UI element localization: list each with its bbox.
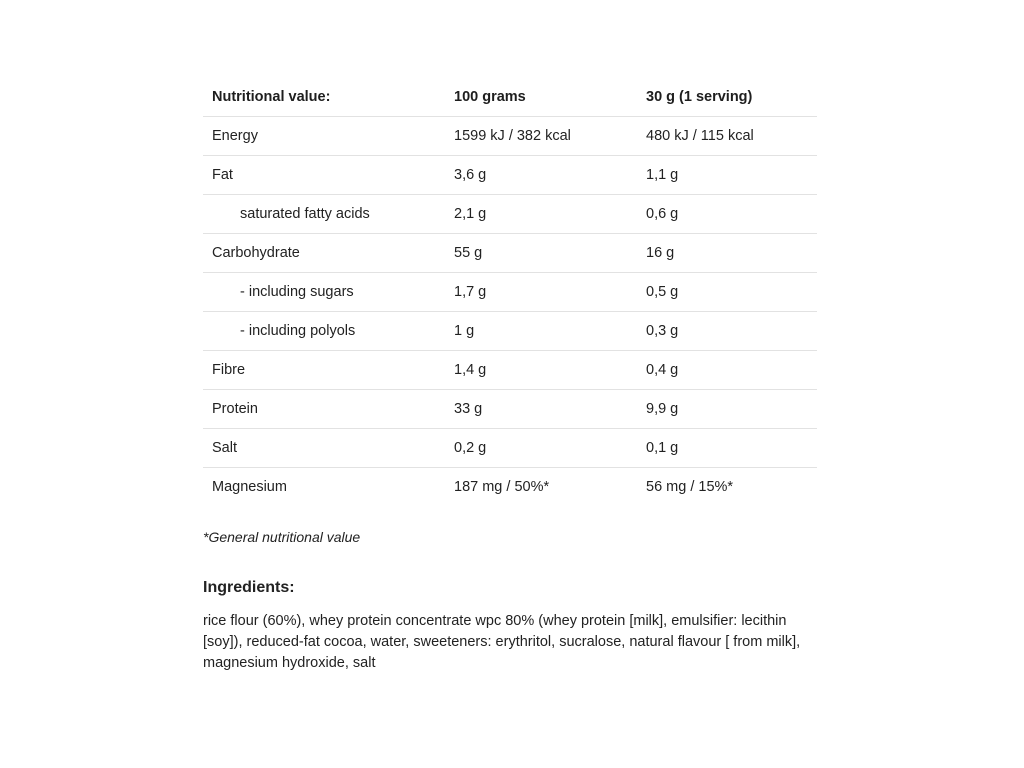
row-label: Carbohydrate: [203, 234, 445, 273]
table-row: [203, 351, 817, 390]
row-per-serving: 56 mg / 15%*: [646, 479, 734, 495]
row-per100: 1,4 g: [445, 351, 637, 390]
nutrition-table: [203, 78, 817, 506]
row-label: Fat: [203, 156, 445, 195]
row-label: Fibre: [203, 351, 445, 390]
row-per100: 187 mg / 50%*: [454, 479, 550, 495]
row-per-serving: 1,1 g: [637, 156, 817, 195]
row-per-serving: 16 g: [637, 234, 817, 273]
table-header-row: [203, 78, 817, 117]
table-row: [203, 429, 817, 468]
table-row: [203, 117, 817, 156]
row-per-serving: 9,9 g: [637, 390, 817, 429]
header-serving: 30 g (1 serving): [637, 78, 817, 117]
table-row: [203, 273, 817, 312]
header-nutritional-value: Nutritional value:: [203, 78, 445, 117]
row-label: Energy: [203, 117, 445, 156]
row-label: Protein: [203, 390, 445, 429]
row-per100: 2,1 g: [445, 195, 637, 234]
ingredients-heading: Ingredients:: [203, 579, 295, 596]
row-per100: 1 g: [445, 312, 637, 351]
row-per-serving: 0,5 g: [637, 273, 817, 312]
row-per-serving: 480 kJ / 115 kcal: [637, 117, 817, 156]
row-per-serving: 0,6 g: [637, 195, 817, 234]
row-label: saturated fatty acids: [203, 195, 445, 234]
row-per100: 33 g: [445, 390, 637, 429]
table-row: [203, 390, 817, 429]
ingredients-text: rice flour (60%), whey protein concentrate wpc 80% (whey protein [milk], emulsifier: lecithin [soy]), reduced-fat cocoa, water, sweeteners: erythritol, sucralose, natural flavour [ from milk], magnesium hydroxide, salt: [203, 613, 801, 671]
row-per100: 0,2 g: [445, 429, 637, 468]
table-row: [203, 195, 817, 234]
row-per100: 3,6 g: [445, 156, 637, 195]
row-label: Salt: [203, 429, 445, 468]
row-label: Magnesium: [212, 479, 287, 495]
row-per100: 1,7 g: [445, 273, 637, 312]
row-label: - including polyols: [203, 312, 445, 351]
table-row: [203, 312, 817, 351]
row-per-serving: 0,3 g: [637, 312, 817, 351]
table-row: [203, 156, 817, 195]
row-per-serving: 0,4 g: [637, 351, 817, 390]
row-label: - including sugars: [203, 273, 445, 312]
table-row: [203, 468, 817, 507]
footnote: *General nutritional value: [203, 529, 361, 545]
table-row: [203, 234, 817, 273]
row-per100: 55 g: [445, 234, 637, 273]
header-100-grams: 100 grams: [445, 78, 637, 117]
row-per100: 1599 kJ / 382 kcal: [445, 117, 637, 156]
row-per-serving: 0,1 g: [637, 429, 817, 468]
nutrition-content: [203, 78, 817, 674]
